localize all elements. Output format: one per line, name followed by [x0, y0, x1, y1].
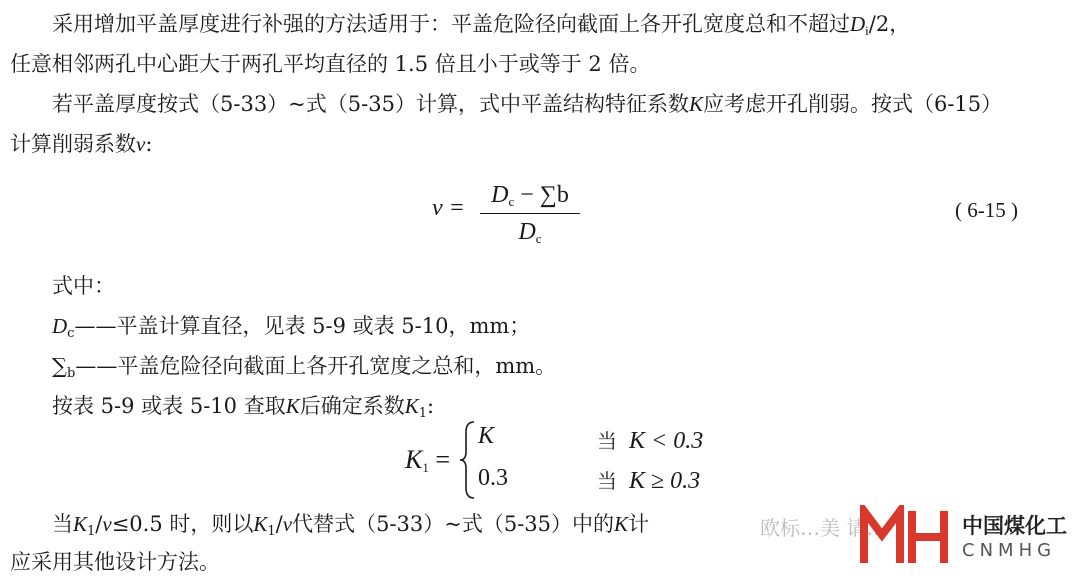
- math-symbol: D: [518, 219, 536, 245]
- text-span: 后确定系数: [299, 394, 405, 418]
- definition-sum-b: [52, 352, 556, 388]
- math-symbol: D: [491, 182, 509, 208]
- math-text: − ∑b: [514, 182, 569, 208]
- definition-dc: [52, 312, 530, 348]
- paragraph-2-line-1: [52, 90, 1002, 118]
- text-span: /: [95, 512, 103, 536]
- fraction-bar: [480, 213, 580, 214]
- subscript: b: [67, 366, 76, 381]
- equation-number: ( 6-15 ): [955, 198, 1018, 222]
- case-2-condition: [597, 465, 700, 495]
- text-span: 计: [628, 512, 650, 536]
- text-span: :: [427, 394, 435, 418]
- subscript: 1: [87, 524, 96, 539]
- paragraph-3: [52, 392, 434, 428]
- paragraph-4: [52, 510, 649, 546]
- case-2-value: 0.3: [478, 465, 508, 491]
- denominator: [480, 217, 580, 247]
- text-span: ——平盖计算直径，见表 5-9 或表 5-10，mm；: [74, 314, 531, 338]
- math-text: K ≥ 0.3: [629, 468, 701, 494]
- math-symbol: ν: [102, 512, 112, 536]
- text-span: 当: [52, 512, 73, 536]
- where-label: 式中：: [52, 274, 115, 298]
- math-symbol: D: [52, 314, 68, 338]
- text-span: 应考虑开孔削弱。按式（6-15）: [702, 92, 1003, 116]
- k1-formula-lhs: [405, 445, 450, 476]
- subscript: c: [508, 194, 515, 209]
- text-span: 按表 5-9 或表 5-10 查取: [52, 394, 286, 418]
- text-span: ——平盖危险径向截面上各开孔宽度之总和，mm。: [75, 354, 557, 378]
- paragraph-1-line-2: 任意相邻两孔中心距大于两孔平均直径的 1.5 倍且小于或等于 2 倍。: [10, 52, 651, 76]
- math-symbol: K: [614, 512, 629, 536]
- math-symbol: D: [850, 12, 866, 36]
- logo-cn-text: 中国煤化工: [962, 514, 1067, 538]
- watermark-text: 欧标…美 请…: [760, 516, 887, 540]
- logo-en-text: CNMHG: [962, 540, 1057, 561]
- subscript: 1: [422, 460, 429, 475]
- formula-fraction: [480, 180, 580, 247]
- subscript: i: [865, 23, 869, 38]
- math-symbol: K: [688, 92, 703, 116]
- math-symbol: K: [285, 394, 300, 418]
- text-span: 计算削弱系数: [10, 132, 136, 156]
- math-text: =: [428, 445, 451, 474]
- subscript: c: [535, 231, 542, 246]
- text-span: 采用增加平盖厚度进行补强的方法适用于：平盖危险径向截面上各开孔宽度总和不超过: [52, 12, 850, 36]
- math-symbol: K: [404, 394, 419, 418]
- text-span: 当: [597, 469, 617, 493]
- text-span: 当: [597, 429, 617, 453]
- paragraph-1-line-1: [52, 10, 910, 45]
- math-symbol: ∑: [52, 354, 67, 378]
- subscript: 1: [267, 524, 276, 539]
- text-span: :: [145, 132, 153, 156]
- text-span: 代替式（5-33）~式（5-35）中的: [292, 512, 615, 536]
- math-symbol: ν: [282, 512, 293, 536]
- subscript: c: [67, 326, 75, 341]
- text-span: /2，: [868, 12, 911, 36]
- math-symbol: K: [405, 445, 423, 474]
- text-span: ≤0.5 时，则以: [111, 512, 254, 536]
- paragraph-2-line-2: [10, 130, 152, 158]
- paragraph-5: 应采用其他设计方法。: [10, 550, 220, 574]
- cnmhg-logo-icon: [860, 505, 955, 567]
- subscript: 1: [418, 406, 428, 421]
- left-brace: [458, 420, 478, 500]
- math-symbol: K: [253, 512, 268, 536]
- math-symbol: ν: [136, 132, 146, 156]
- text-span: /: [275, 512, 283, 536]
- formula-lhs: ν =: [432, 195, 465, 221]
- math-symbol: K: [73, 512, 88, 536]
- case-1-condition: [597, 425, 703, 455]
- text-span: 若平盖厚度按式（5-33）~式（5-35）计算，式中平盖结构特征系数: [52, 92, 689, 116]
- numerator: [480, 180, 580, 210]
- math-text: K < 0.3: [629, 428, 704, 454]
- case-1-value: K: [478, 423, 495, 449]
